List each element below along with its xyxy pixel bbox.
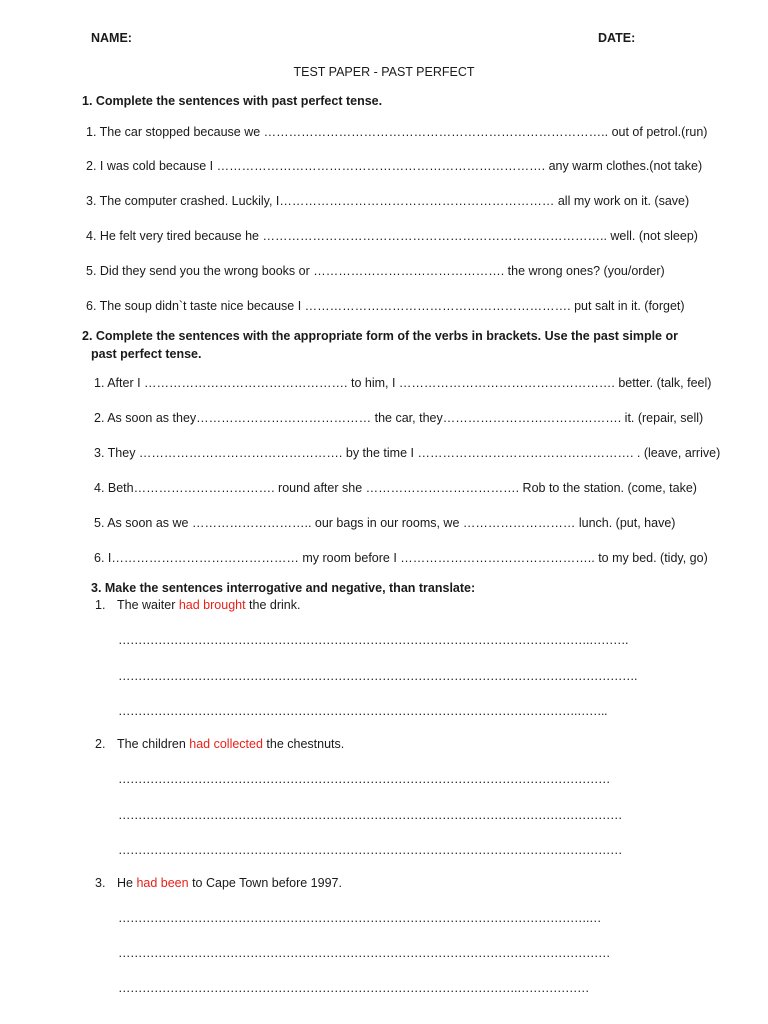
exercise-2-item: 5. As soon as we ……………………….. our bags in our rooms, we ……………………… lunch. (put, have) <box>94 516 676 530</box>
answer-line[interactable]: …………………………………………………………………………………………………………………. <box>118 669 637 683</box>
exercise-2-item: 6. I……………………………………… my room before I ……………………………………….. to my bed. (tidy, go) <box>94 551 708 565</box>
section-3-heading: 3. Make the sentences interrogative and negative, than translate: <box>91 581 476 595</box>
exercise-2-item: 3. They …………………………………………. by the time I ……………………………………………. . (leave, arrive) <box>94 446 721 460</box>
answer-line[interactable]: …………………………………………………………………………………………………………… <box>118 946 610 960</box>
exercise-1-item: 2. I was cold because I ……………………………………………………………………. any warm clothes.(not take) <box>86 159 703 173</box>
answer-line[interactable]: …………………………………………………………………………………………………………… <box>118 772 610 786</box>
exercise-1-item: 4. He felt very tired because he ……………………………………………………………………….. well. (not sleep) <box>86 229 698 243</box>
sentence-start: He <box>117 876 137 890</box>
answer-line[interactable]: ……………………………………………………………………………………….……………… <box>118 981 589 995</box>
exercise-3-item <box>95 598 300 612</box>
highlighted-verb: had been <box>136 876 189 890</box>
name-label: NAME: <box>91 31 132 45</box>
answer-line[interactable]: ……………………………………………………………………………………………………………… <box>118 808 622 822</box>
section-2-heading: 2. Complete the sentences with the appropriate form of the verbs in brackets. Use the past simple or <box>82 329 678 343</box>
exercise-2-item: 1. After I …………………………………………. to him, I ……………………………………………. better. (talk, feel) <box>94 376 712 390</box>
answer-line[interactable]: ……………………………………………………………………………………………………………… <box>118 843 622 857</box>
sentence-start: The children <box>117 737 190 751</box>
sentence-end: the drink. <box>245 598 301 612</box>
highlighted-verb: had brought <box>178 598 246 612</box>
date-label: DATE: <box>598 31 636 45</box>
sentence-start: The waiter <box>117 598 179 612</box>
answer-line[interactable]: …………………………………………………………………………………………………….…….. <box>118 704 607 718</box>
page-title: TEST PAPER - PAST PERFECT <box>293 65 475 79</box>
section-1-heading: 1. Complete the sentences with past perfect tense. <box>82 94 383 108</box>
exercise-3-item <box>95 876 342 890</box>
exercise-2-item: 4. Beth……………………………. round after she ………………………………. Rob to the station. (come, take) <box>94 481 697 495</box>
sentence-end: to Cape Town before 1997. <box>188 876 342 890</box>
answer-line[interactable]: ……………………………………………………………………………………………………….………. <box>118 633 628 647</box>
item-number: 2. <box>95 737 106 751</box>
section-2-heading-cont: past perfect tense. <box>91 347 202 361</box>
answer-line[interactable]: ……………………………………………………………………………………………………….… <box>118 911 601 925</box>
exercise-1-item: 6. The soup didn`t taste nice because I ………………………………………………………. put salt in it. (forget) <box>86 299 685 313</box>
sentence-end: the chestnuts. <box>262 737 345 751</box>
exercise-1-item: 3. The computer crashed. Luckily, I………………………………………………………… all my work on it. (save) <box>86 194 690 208</box>
exercise-2-item: 2. As soon as they…………………………………… the car, they……………………………………. it. (repair, sell) <box>94 411 704 425</box>
highlighted-verb: had collected <box>189 737 263 751</box>
item-number: 3. <box>95 876 106 890</box>
exercise-3-item <box>95 737 344 751</box>
exercise-1-item: 1. The car stopped because we ……………………………………………………………………….. out of petrol.(run) <box>86 125 708 139</box>
item-number: 1. <box>95 598 106 612</box>
exercise-1-item: 5. Did they send you the wrong books or ………………………………………. the wrong ones? (you/order) <box>86 264 665 278</box>
